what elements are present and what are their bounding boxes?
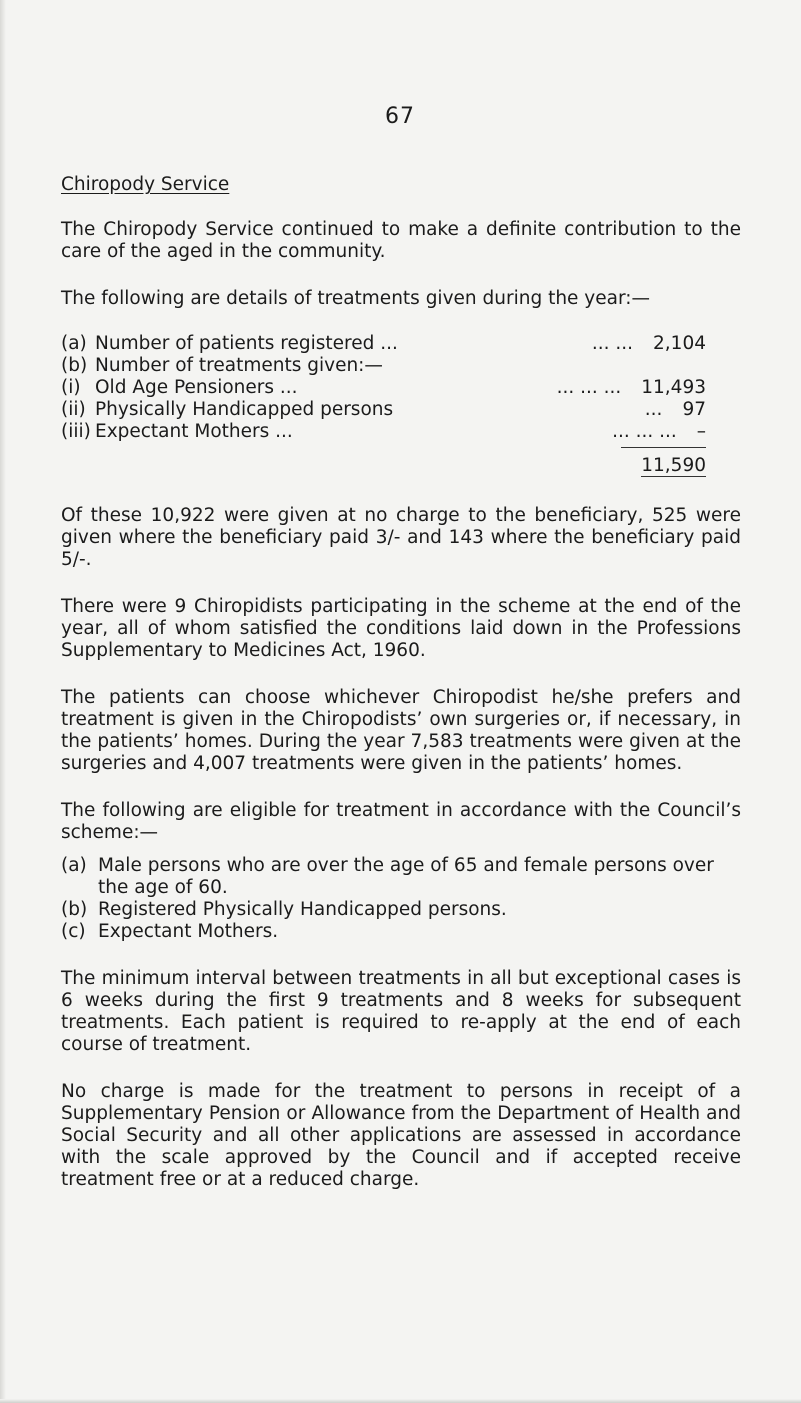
- no-charge-paragraph: No charge is made for the treatment to persons in receipt of a Supplementary Pension or Allowance from the Department of Health and Social Security and all other applications are assessed in accordance with the scale approved by the Council and if accepted receive treatment free or at a reduced charge.: [61, 1081, 741, 1190]
- stats-row-text: Number of treatments given:—: [95, 355, 383, 376]
- eligible-intro-paragraph: The following are eligible for treatment in accordance with the Council’s scheme:—: [61, 800, 741, 843]
- stats-row-label: (i): [61, 377, 81, 398]
- page-number: 67: [385, 104, 415, 129]
- stats-row-number: –: [696, 421, 706, 442]
- list-item-text: Male persons who are over the age of 65 and female persons over the age of 60.: [98, 855, 714, 898]
- stats-row: [61, 355, 706, 377]
- eligible-list: [61, 855, 741, 943]
- stats-row-leaders: ... ... ...: [612, 421, 677, 442]
- list-item: [61, 899, 741, 921]
- chiropodists-paragraph: There were 9 Chiropidists participating in the scheme at the end of the year, all of whom satisfied the conditions laid down in the Professions Supplementary to Medicines Act, 1960.: [61, 596, 741, 661]
- interval-paragraph: The minimum interval between treatments in all but exceptional cases is 6 weeks during the first 9 treatments and 8 weeks for subsequent treatments. Each patient is required to re-apply at the end of each course of treatment.: [61, 968, 741, 1055]
- stats-row-leaders: ... ...: [591, 333, 634, 354]
- stats-total-row: [61, 443, 706, 477]
- stats-row-text: Old Age Pensioners ...: [95, 377, 298, 398]
- list-item-label: (b): [61, 899, 88, 920]
- stats-total: [586, 449, 706, 477]
- charges-paragraph: Of these 10,922 were given at no charge to the beneficiary, 525 were given where the beneficiary paid 3/- and 143 where the beneficiary paid 5/-.: [61, 505, 741, 570]
- page-edge-shadow: [0, 0, 6, 1403]
- stats-row-value: [496, 333, 706, 355]
- list-item: [61, 921, 741, 943]
- stats-row-text: Expectant Mothers ...: [95, 421, 293, 442]
- stats-row-value: [496, 421, 706, 443]
- stats-row-value: [496, 355, 706, 377]
- list-item-label: (c): [61, 921, 86, 942]
- treatments-table: [61, 333, 706, 477]
- stats-row-text: Number of patients registered ...: [95, 333, 398, 354]
- stats-row-label: (ii): [61, 399, 86, 420]
- stats-row-number: 11,493: [641, 377, 706, 398]
- list-item-text: Expectant Mothers.: [98, 921, 279, 942]
- list-item-label: (a): [61, 855, 87, 876]
- page-bottom-shadow: [0, 1399, 801, 1403]
- section-heading: Chiropody Service: [61, 174, 230, 195]
- list-item: [61, 855, 741, 899]
- stats-row: [61, 421, 706, 443]
- stats-row: [61, 333, 706, 355]
- stats-row: [61, 377, 706, 399]
- stats-row-leaders: ... ... ...: [556, 377, 622, 398]
- document-body: [61, 174, 741, 1216]
- treatments-intro-paragraph: The following are details of treatments given during the year:—: [61, 288, 650, 309]
- stats-total-value: 11,590: [641, 455, 706, 476]
- stats-row-leaders: ...: [644, 399, 663, 420]
- stats-row-value: [496, 399, 706, 421]
- list-item-text: Registered Physically Handicapped persons.: [98, 899, 507, 920]
- stats-row-value: [496, 377, 706, 399]
- choice-paragraph: The patients can choose whichever Chiropodist he/she prefers and treatment is given in the Chiropodists’ own surgeries or, if necessary, in the patients’ homes. During the year 7,583 treatments were given at the surgeries and 4,007 treatments were given in the patients’ homes.: [61, 687, 741, 774]
- intro-paragraph: The Chiropody Service continued to make a definite contribution to the care of the aged in the community.: [61, 219, 741, 262]
- stats-row-text: Physically Handicapped persons: [95, 399, 394, 420]
- stats-row-number: 2,104: [653, 333, 706, 354]
- stats-row-label: (iii): [61, 421, 91, 442]
- stats-row-label: (b): [61, 355, 88, 376]
- stats-row-label: (a): [61, 333, 87, 354]
- stats-row-number: 97: [682, 399, 706, 420]
- stats-row: [61, 399, 706, 421]
